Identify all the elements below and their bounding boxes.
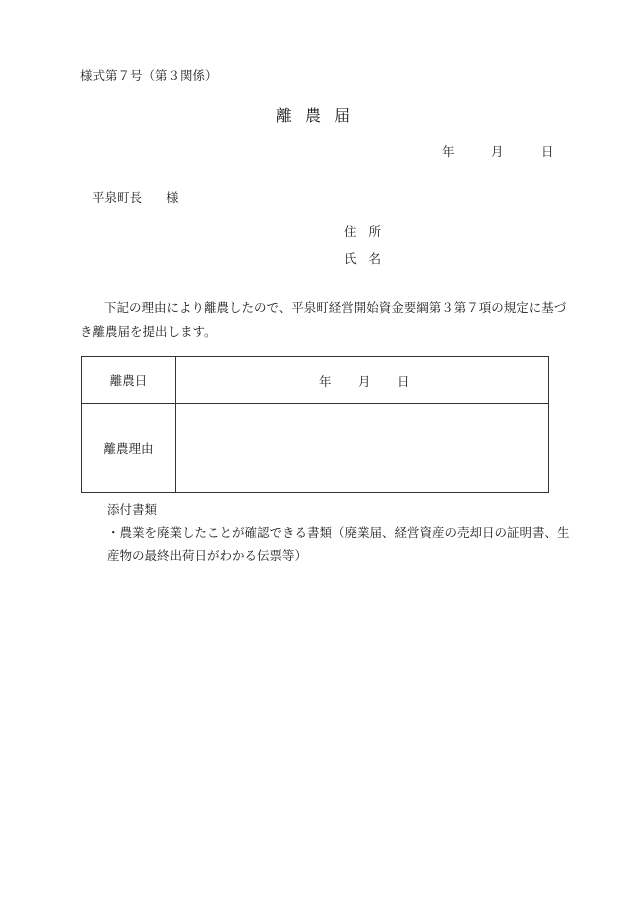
form-number: 様式第７号（第３関係）	[80, 68, 218, 83]
attachment-item	[107, 521, 570, 567]
table-date-day: 日	[397, 374, 410, 389]
table-date-month: 月	[358, 374, 371, 389]
document-title: 離 農 届	[275, 106, 355, 125]
attachment-line-2: 産物の最終出荷日がわかる伝票等）	[107, 548, 308, 563]
retirement-reason-field[interactable]	[176, 404, 549, 493]
date-day-label: 日	[541, 144, 554, 159]
addressee-name: 平泉町長	[92, 190, 143, 205]
body-line-2: き離農届を提出します。	[80, 324, 217, 339]
table-row-date	[82, 357, 549, 404]
attachment-line-1: ・農業を廃業したことが確認できる書類（廃業届、経営資産の売却日の証明書、生	[107, 525, 570, 540]
date-year-label: 年	[442, 144, 455, 159]
attachments-heading: 添付書類	[107, 502, 158, 517]
retirement-table	[81, 356, 549, 493]
body-line-1: 下記の理由により離農したので、平泉町経営開始資金要綱第３第７項の規定に基づ	[104, 300, 567, 315]
retirement-reason-label: 離農理由	[82, 404, 176, 493]
name-label: 氏名	[344, 251, 394, 266]
retirement-date-label: 離農日	[82, 357, 176, 404]
body-paragraph	[80, 296, 567, 344]
addressee-honorific: 様	[166, 190, 179, 205]
retirement-date-value	[176, 372, 548, 388]
table-row-reason	[82, 404, 549, 493]
addressee	[92, 188, 179, 206]
retirement-date-field[interactable]	[176, 357, 549, 404]
table-date-year: 年	[319, 374, 332, 389]
address-label: 住所	[344, 224, 394, 239]
date-month-label: 月	[491, 144, 504, 159]
